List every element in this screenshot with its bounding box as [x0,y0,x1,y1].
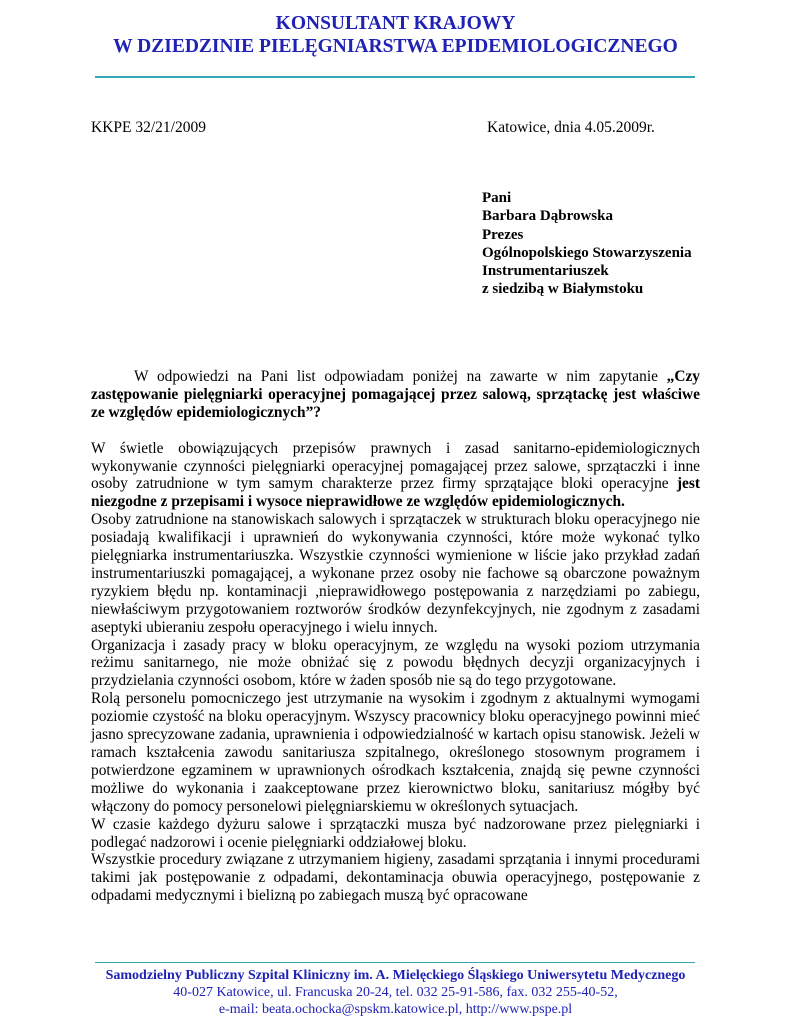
body-paragraph: Rolą personelu pomocniczego jest utrzymanie na wysokim i zgodnym z aktualnymi wymogami poziomie czystość na bloku operacyjnym. Wszyscy pracownicy bloku operacyjnego powinni mieć jasno sprecyzowane zadania, uprawnienia i odpowiedzialność w kartach opisu stanowisk. Jeżeli w ramach kształcenia zawodu sanitariusza szpitalnego, określonego stosownym programem i potwierdzone egzaminem w uprawnionych ośrodkach kształcenia, znajdą się pewne czynności możliwe do wykonania i zaakceptowane przez kierownictwo bloku, sanitariusz mógłby być włączony do pomocy personelowi pielęgniarskiemu w określonych sytuacjach. [91,690,700,815]
body-paragraph [91,440,700,512]
body-paragraph: W czasie każdego dyżuru salowe i sprzątaczki musza być nadzorowane przez pielęgniarki i podlegać nadzorowi i ocenie pielęgniarki oddziałowej bloku. [91,815,700,851]
intro-paragraph [91,368,700,422]
intro-text: W odpowiedzi na Pani list odpowiadam poniżej na zawarte w nim zapytanie [134,368,667,385]
footer-contact: e-mail: beata.ochocka@spskm.katowice.pl, http://www.pspe.pl [218,1002,573,1017]
body-paragraph: Wszystkie procedury związane z utrzymaniem higieny, zasadami sprzątania i innymi procedurami takimi jak postępowanie z odpadami, dekontaminacja obuwia operacyjnego, postępowanie z odpadami medycznymi i bielizną po zabiegach muszą być opracowane [91,851,700,905]
addressee-line: Ogólnopolskiego Stowarzyszenia [482,244,692,261]
footer-divider [95,962,695,963]
place-and-date: Katowice, dnia 4.05.2009r. [487,119,655,136]
reference-number: KKPE 32/21/2009 [91,119,206,136]
footer-institution: Samodzielny Publiczny Szpital Kliniczny im. A. Mielęckiego Śląskiego Uniwersytetu Medycznego [105,968,686,983]
paragraph-text: W świetle obowiązujących przepisów prawnych i zasad sanitarno-epidemiologicznych wykonywanie czynności pielęgniarki operacyjnej pomagającej przez salowe, sprzątaczki i inne osoby zatrudnione w tym samym charakterze przez firmy sprzątające bloki operacyjne [91,439,700,493]
addressee-line: Pani [482,190,512,206]
footer-address: 40-027 Katowice, ul. Francuska 20-24, tel. 032 25-91-586, fax. 032 255-40-52, [173,985,618,1000]
body-paragraph: Osoby zatrudnione na stanowiskach salowych i sprzątaczek w strukturach bloku operacyjnego nie posiadają kwalifikacji i uprawnień do wykonywania czynności, które może wykonać tylko pielęgniarka instrumentariuszka. Wszystkie czynności wymienione w liście jako przykład zadań instrumentariuszki pomagającej, a wykonane przez osoby nie fachowe są obarczone poważnym ryzykiem błędu np. kontaminacji ,nieprawidłowego postępowania z narzędziami po zabiegu, niewłaściwym przygotowaniem roztworów środków dezynfekcyjnych, nie zgodnym z zasadami aseptyki ubieraniu zespołu operacyjnego i wielu innych. [91,511,700,636]
letterhead-divider [95,76,695,78]
letter-body [91,368,700,905]
addressee-line: Barbara Dąbrowska [482,208,613,225]
addressee-line: Instrumentariuszek [482,263,609,280]
paragraph-emphasis: jest niezgodne z przepisami i wysoce nieprawidłowe ze względów epidemiologicznych. [91,475,700,511]
body-paragraph: Organizacja i zasady pracy w bloku operacyjnym, ze względu na wysoki poziom utrzymania reżimu sanitarnego, nie może obniżać się z powodu błędnych decyzji organizacyjnych i przydzielania czynności osobom, które w żaden sposób nie są do tego przygotowane. [91,636,700,690]
paragraph-spacer [91,422,700,440]
intro-question: „Czy zastępowanie pielęgniarki operacyjnej pomagającej przez salową, sprzątackę jest właściwe ze względów epidemiologicznych”? [91,368,700,421]
addressee-block [482,189,692,299]
addressee-line: z siedzibą w Białymstoku [482,281,644,298]
letterhead-title-line2: W DZIEDZINIE PIELĘGNIARSTWA EPIDEMIOLOGICZNEGO [113,36,678,57]
letterhead-title-line1: KONSULTANT KRAJOWY [275,13,516,34]
addressee-line: Prezes [482,226,524,243]
